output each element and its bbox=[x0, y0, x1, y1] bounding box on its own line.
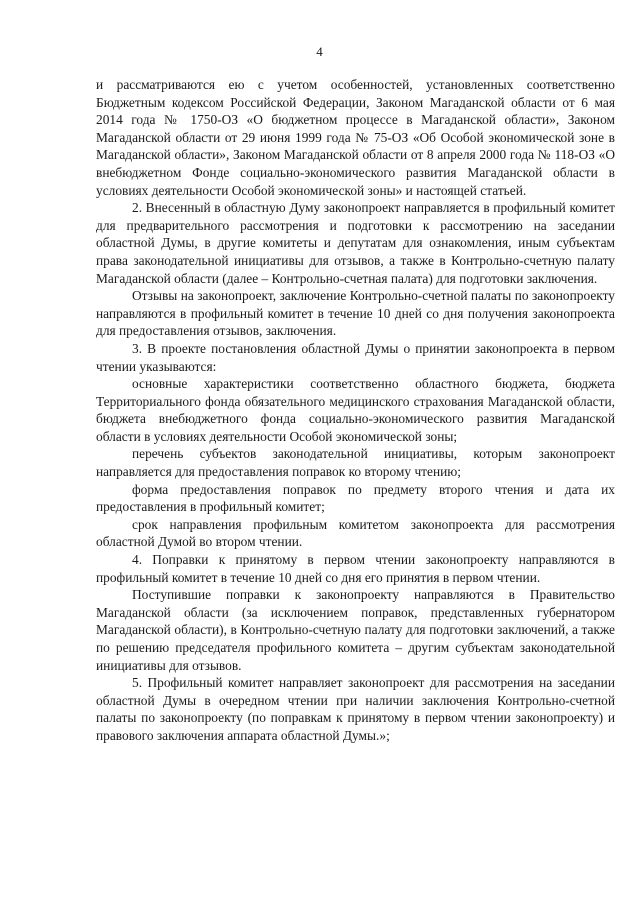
page-number: 4 bbox=[316, 44, 323, 59]
paragraph: Отзывы на законопроект, заключение Контрольно-счетной палаты по законопроекту направляются в профильный комитет в течение 10 дней со дня получения законопроекта для предоставления отзывов, заключения. bbox=[96, 288, 615, 339]
paragraph: Поступившие поправки к законопроекту направляются в Правительство Магаданской области (за исключением поправок, представленных губернатором Магаданской области), в Контрольно-счетную палату для подготовки заключений, а также по решению председателя профильного комитета – другим субъектам законодательной инициативы для отзывов. bbox=[96, 587, 615, 673]
paragraph: 5. Профильный комитет направляет законопроект для рассмотрения на заседании областной Думы в очередном чтении при наличии заключения Контрольно-счетной палаты по законопроекту (по поправкам к принятому в первом чтении законопроекту) и правового заключения аппарата областной Думы.»; bbox=[96, 675, 615, 743]
paragraph: форма предоставления поправок по предмету второго чтения и дата их предоставления в профильный комитет; bbox=[96, 481, 615, 515]
paragraph: срок направления профильным комитетом законопроекта для рассмотрения областной Думой во втором чтении. bbox=[96, 516, 615, 550]
paragraph: перечень субъектов законодательной инициативы, которым законопроект направляется для предоставления поправок ко второму чтению; bbox=[96, 446, 615, 480]
document-body bbox=[96, 76, 615, 745]
paragraph: основные характеристики соответственно областного бюджета, бюджета Территориального фонда обязательного медицинского страхования Магаданской области, бюджета внебюджетного фонда социально-экономического развития Магаданской области в условиях деятельности Особой экономической зоны; bbox=[96, 376, 615, 444]
paragraph: 3. В проекте постановления областной Думы о принятии законопроекта в первом чтении указываются: bbox=[96, 340, 615, 374]
paragraph: 4. Поправки к принятому в первом чтении законопроекту направляются в профильный комитет в течение 10 дней со дня его принятия в первом чтении. bbox=[96, 552, 615, 585]
paragraph: 2. Внесенный в областную Думу законопроект направляется в профильный комитет для предварительного рассмотрения и подготовки к рассмотрению на заседании областной Думы, в другие комитеты и депутатам для ознакомления, иным субъектам права законодательной инициативы для отзывов, а также в Контрольно-счетную палату Магаданской области (далее – Контрольно-счетная палата) для подготовки заключения. bbox=[96, 200, 615, 286]
paragraph: и рассматриваются ею с учетом особенностей, установленных соответственно Бюджетным кодексом Российской Федерации, Законом Магаданской области от 6 мая 2014 года № 1750-ОЗ «О бюджетном процессе в Магаданской области», Законом Магаданской области от 29 июня 1999 года № 75-ОЗ «Об Особой экономической зоне в Магаданской области», Законом Магаданской области от 8 апреля 2000 года № 118-ОЗ «О внебюджетном Фонде социально-экономического развития Магаданской области в условиях деятельности Особой экономической зоны» и настоящей статьей. bbox=[96, 77, 615, 198]
